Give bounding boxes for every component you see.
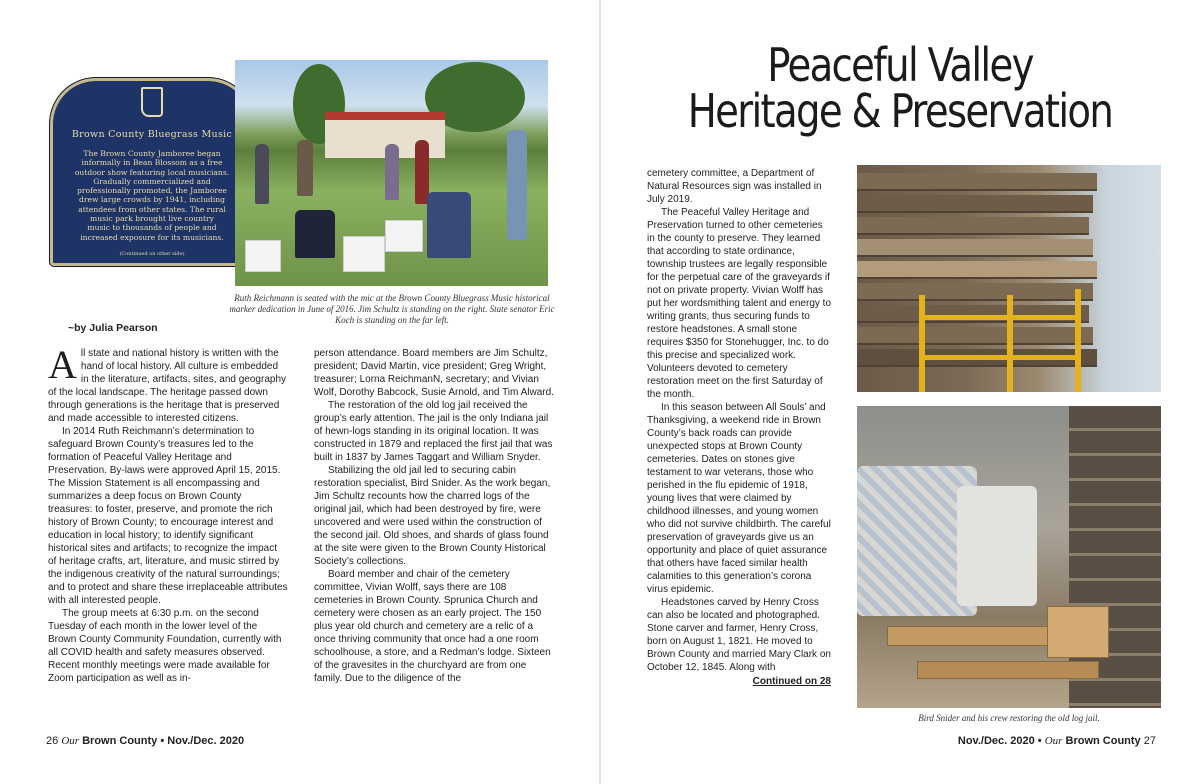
paragraph: The restoration of the old log jail received the group’s early attention. The jail is the only Indiana jail of hewn-logs standing in its original location. It was constructed in 1879 and replaced the first jail that was built in 1837 by James Taggart and William Snyder. (314, 400, 553, 463)
paragraph: person attendance. Board members are Jim Schultz, president; David Martin, vice president; Greg Wright, treasurer; Lorna ReichmanN, secretary; and Vivian Wolf, Dorothy Babcock, Susie Arnold, and Tim Alward. (314, 348, 554, 398)
crew-photo-caption: Bird Snider and his crew restoring the old log jail. (918, 713, 1100, 723)
drop-cap: A (48, 342, 77, 387)
magazine-logo-our: Our (1044, 735, 1063, 747)
title-line-1: Peaceful Valley (767, 38, 1033, 92)
paragraph: Stabilizing the old jail led to securing cabin restoration specialist, Bird Snider. As the work began, Jim Schultz recounts how the charred logs of the original jail, which had been destroyed by fire, were uncovered and were used within the construction of the second jail. Old shoes, and shards of glass found at the site were given to the Brown County Historical Society’s collections. (314, 465, 551, 567)
marker-text: The Brown County Jamboree began informally in Bean Blossom as a free outdoor show featuring local musicians. Gradually commercialized and professionally promoted, the Jamboree drew large crowds by 1941, including attendees from other states. The rural music park brought live country music to thousands of people and increased exposure for its musicians. (74, 149, 230, 242)
article-column-2 (314, 347, 554, 685)
paragraph: Headstones carved by Henry Cross can also be located and photographed. Stone carver and farmer, Henry Cross, born on August 1, 1821. He moved to Brown County and married Mary Clark on October 12, 1845. Along with (647, 597, 831, 673)
dedication-crowd-photo (235, 60, 548, 286)
folio-left: 26 Our Brown County • Nov./Dec. 2020 (46, 735, 245, 747)
marker-heading: Brown County Bluegrass Music (71, 129, 233, 140)
folio-right: Nov./Dec. 2020 • Our Brown County 27 (957, 735, 1156, 747)
crew-restoring-jail-photo (857, 406, 1161, 708)
continued-link[interactable]: Continued on 28 (752, 676, 831, 687)
page-gutter (599, 0, 601, 784)
paragraph: The Peaceful Valley Heritage and Preservation turned to other cemeteries in the county to preserve. They learned that according to state ordinance, township trustees are legally responsible for the perpetual care of the graveyards if not on private property. Vivian Wolff has put her wordsmithing talent and energy to writing grants, thus securing funds to restore headstones. A small stone requires $350 for Stonehugger, Inc. to do this precise and specialized work. Volunteers devoted to cemetery restoration meet on the first Saturday of the month. (647, 207, 831, 400)
paragraph: In 2014 Ruth Reichmann’s determination to safeguard Brown County’s treasures led to the formation of Peaceful Valley Heritage and Preservation. By-laws were approved April 15, 2015. The Mission Statement is all encompassing and summarizes a deep focus on Brown County treasures: to foster, preserve, and promote the rich history of Brown County; to encourage interest and education in local history; to identify significant historical sites and artifacts; to recognize the impact of heritage crafts, art, literature, and music stirred by the indigenous creativity of the natural surroundings; and to protect and share these irreplaceable attributes with all interested people. (48, 426, 288, 606)
marker-footer: (Continued on other side) (119, 251, 185, 257)
article-column-3 (647, 167, 831, 688)
byline: ~by Julia Pearson (68, 322, 158, 334)
historical-marker-image (50, 78, 254, 266)
paragraph: All state and national history is written with the hand of local history. All culture is embedded in the literature, artifacts, sites, and geography of the local landscape. The heritage passed down through generations is the heritage that is preserved and made accessible to interested citizens. (48, 342, 287, 424)
paragraph: The group meets at 6:30 p.m. on the second Tuesday of each month in the lower level of the Brown County Community Foundation, currently with all COVID health and safety measures observed. Recent monthly meetings were made available for Zoom participation as well as in- (48, 608, 282, 684)
page-title (682, 38, 1119, 138)
log-jail-photo (857, 165, 1161, 392)
magazine-logo-our: Our (61, 735, 80, 747)
title-line-2: Heritage & Preservation (687, 84, 1113, 138)
indiana-state-icon (141, 87, 163, 117)
paragraph: In this season between All Souls’ and Thanksgiving, a weekend ride in Brown County’s back roads can provide unexpected stops at Brown County cemeteries. Dates on stones give testament to war veterans, those who perished in the flu epidemic of 1918, young lives that were claimed by childhood illnesses, and young women who did not survive childbirth. The careful preservation of graveyards give us an opportunity and place of quiet assurance that others have faced similar health calamities to this generation’s corona virus epidemic. (647, 402, 831, 595)
article-column-1 (48, 342, 288, 685)
crowd-photo-caption: Ruth Reichmann is seated with the mic at the Brown County Bluegrass Music historical marker dedication in June of 2016. Jim Schultz is standing on the right. State senator Eric Koch is standing on the far left. (229, 293, 555, 325)
paragraph: cemetery committee, a Department of Natural Resources sign was installed in July 2019. (647, 168, 822, 205)
paragraph: Board member and chair of the cemetery committee, Vivian Wolff, says there are 108 cemeteries in Brown County. Sprunica Church and cemetery were chosen as an early project. The 150 plus year old church and cemetery are a relic of a once thriving community that once had a one room schoolhouse, a store, and a Redman’s lodge. Sixteen of the gravesites in the churchyard are from one family. Due to the diligence of the (314, 569, 551, 684)
